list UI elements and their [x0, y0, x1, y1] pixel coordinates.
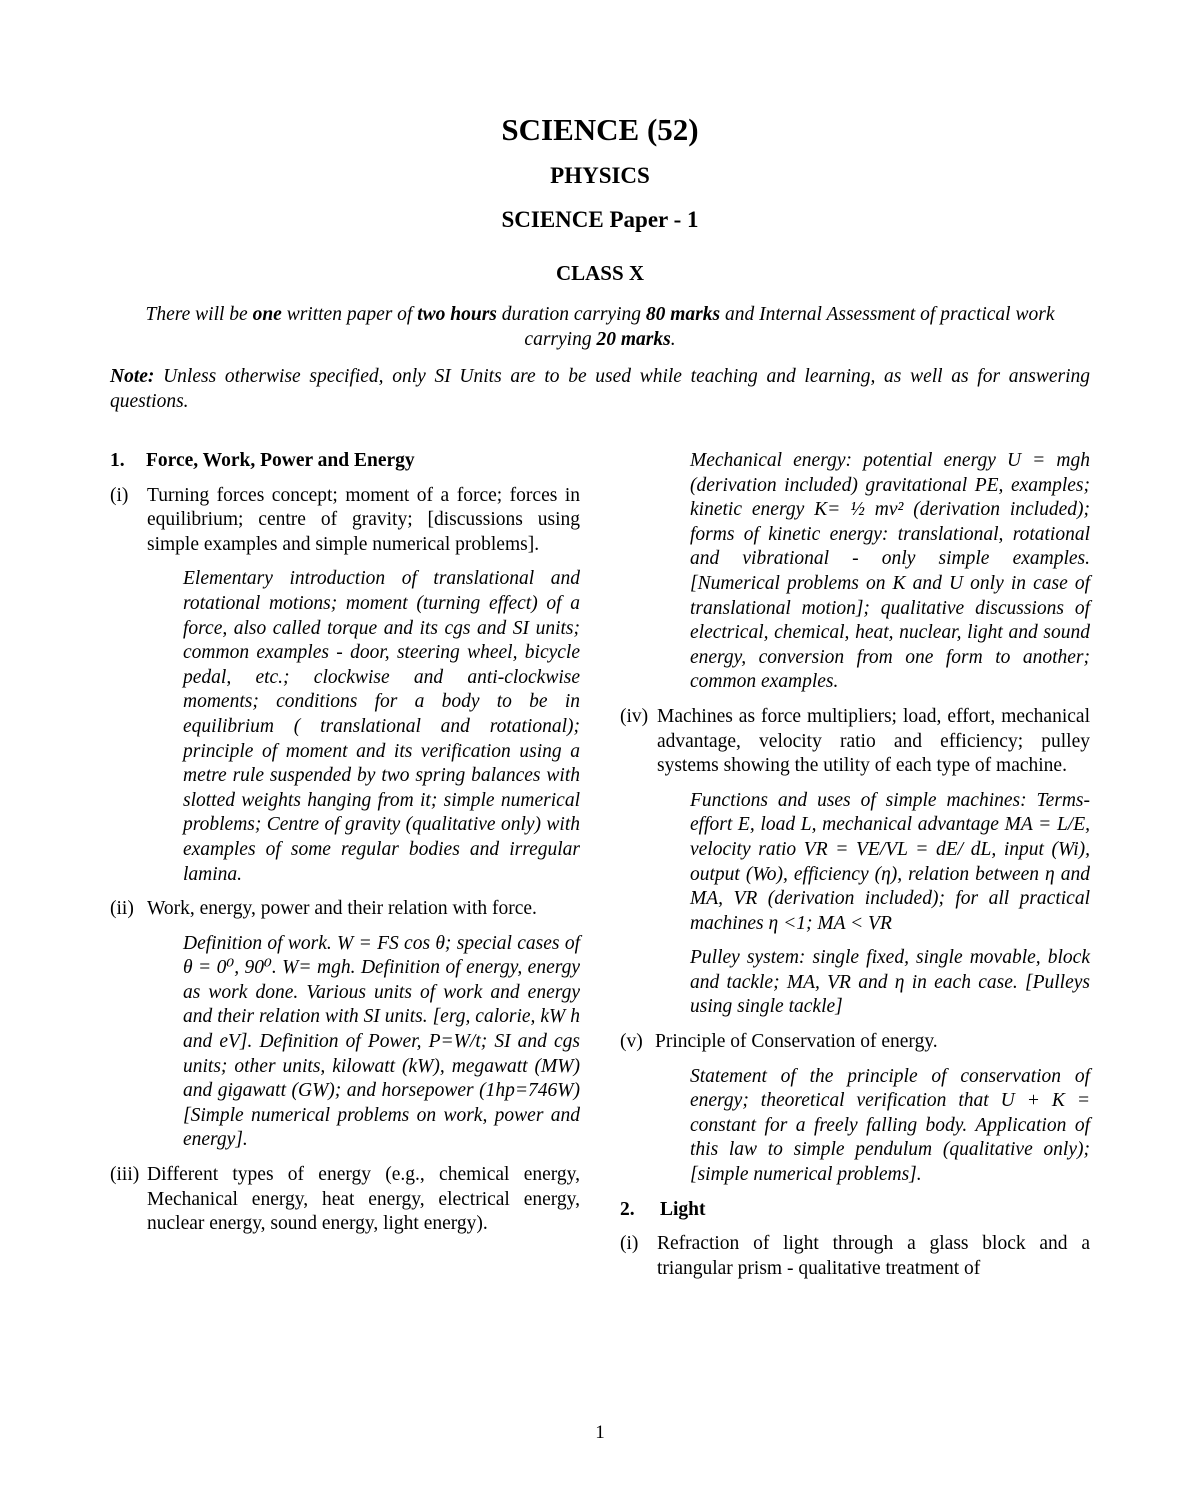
topic-detail: Pulley system: single fixed, single movable, block and tackle; MA, VR and η in each case. [Pulleys using single tackle] — [690, 947, 1090, 1018]
left-column — [110, 449, 580, 1247]
topic-item — [110, 484, 580, 558]
topic-label: (ii) — [110, 898, 134, 920]
section-heading — [110, 449, 580, 474]
topic-label: (iii) — [110, 1164, 140, 1186]
topic-detail: Statement of the principle of conservation of energy; theoretical verification that U + K = constant for a freely falling body. Application of this law to simple pendulum (qualitative only); [simple numerical problems]. — [690, 1065, 1090, 1186]
intro-emphasis: 20 marks — [596, 329, 671, 350]
document-title: SCIENCE (52) — [501, 112, 699, 147]
note-label: Note: — [110, 366, 155, 387]
topic-detail: Mechanical energy: potential energy U = mgh (derivation included) gravitational PE, examples; kinetic energy K= ½ mv² (derivation included); forms of kinetic energy: translational, rotational and vibrational - only simple examples. [Numerical problems on K and U only in case of translational motion]; qualitative discussions of electrical, chemical, heat, nuclear, light and sound energy, conversion from one form to another; common examples. — [690, 450, 1090, 693]
topic-text: Different types of energy (e.g., chemical energy, Mechanical energy, heat energy, electrical energy, nuclear energy, sound energy, light energy). — [147, 1164, 580, 1235]
topic-label: (i) — [110, 484, 129, 506]
topic-item — [620, 705, 1090, 779]
topic-label: (i) — [620, 1233, 639, 1255]
topic-label: (v) — [620, 1031, 643, 1053]
page-number: 1 — [595, 1422, 605, 1443]
class-heading: CLASS X — [555, 261, 645, 285]
topic-item — [110, 1163, 580, 1237]
section-title: Light — [660, 1198, 706, 1220]
topic-text: Refraction of light through a glass block and a triangular prism - qualitative treatment of — [657, 1233, 1090, 1279]
section-title: Force, Work, Power and Energy — [146, 450, 415, 471]
paper-heading: SCIENCE Paper - 1 — [501, 207, 699, 232]
intro-text: . — [670, 329, 676, 350]
section-number: 2. — [620, 1198, 635, 1220]
intro-text: written paper of — [281, 304, 418, 325]
note-text: Unless otherwise specified, only SI Units are to be used while teaching and learning, as well as for answering questions. — [110, 366, 1090, 412]
topic-item — [620, 1030, 1090, 1055]
section-number: 1. — [110, 450, 125, 471]
topic-text: Work, energy, power and their relation with force. — [147, 898, 537, 920]
exam-description — [110, 302, 1090, 352]
intro-text: There will be — [145, 304, 253, 325]
intro-emphasis: two hours — [417, 304, 497, 325]
topic-text: Principle of Conservation of energy. — [655, 1031, 938, 1053]
topic-label: (iv) — [620, 705, 649, 727]
right-column — [620, 449, 1090, 1291]
topic-detail: Functions and uses of simple machines: Terms- effort E, load L, mechanical advantage MA = L/E, velocity ratio VR = VE/VL = dE/ dL, input (Wi), output (Wo), efficiency (η), relation between η and MA, VR (derivation included); for all practical machines η <1; MA < VR — [690, 789, 1090, 934]
intro-emphasis: 80 marks — [645, 304, 721, 325]
note-paragraph — [110, 364, 1090, 414]
topic-item — [110, 897, 580, 922]
subject-heading: PHYSICS — [550, 163, 650, 188]
topic-item — [620, 1232, 1090, 1281]
topic-text: Turning forces concept; moment of a force; forces in equilibrium; centre of gravity; [discussions using simple examples and simple numerical problems]. — [147, 484, 580, 555]
section-heading — [620, 1198, 1090, 1223]
topic-text: Machines as force multipliers; load, effort, mechanical advantage, velocity ratio and efficiency; pulley systems showing the utility of each type of machine. — [657, 705, 1090, 777]
intro-emphasis: one — [252, 304, 282, 325]
topic-detail: Definition of work. W = FS cos θ; special cases of θ = 0⁰, 90⁰. W= mgh. Definition of energy, energy as work done. Various units of work and energy and their relation with SI units. [erg, calorie, kW h and eV]. Definition of Power, P=W/t; SI and cgs units; other units, kilowatt (kW), megawatt (MW) and gigawatt (GW); and horsepower (1hp=746W) [Simple numerical problems on work, power and energy]. — [183, 932, 580, 1151]
intro-text: duration carrying — [496, 304, 646, 325]
topic-detail: Elementary introduction of translational and rotational motions; moment (turning effect) of a force, also called torque and its cgs and SI units; common examples - door, steering wheel, bicycle pedal, etc.; clockwise and anti-clockwise moments; conditions for a body to be in equilibrium ( translational and rotational); principle of moment and its verification using a metre rule suspended by two spring balances with slotted weights hanging from it; simple numerical problems; Centre of gravity (qualitative only) with examples of some regular bodies and irregular lamina. — [183, 568, 580, 885]
intro-text: and Internal Assessment of practical work carrying — [524, 304, 1055, 350]
